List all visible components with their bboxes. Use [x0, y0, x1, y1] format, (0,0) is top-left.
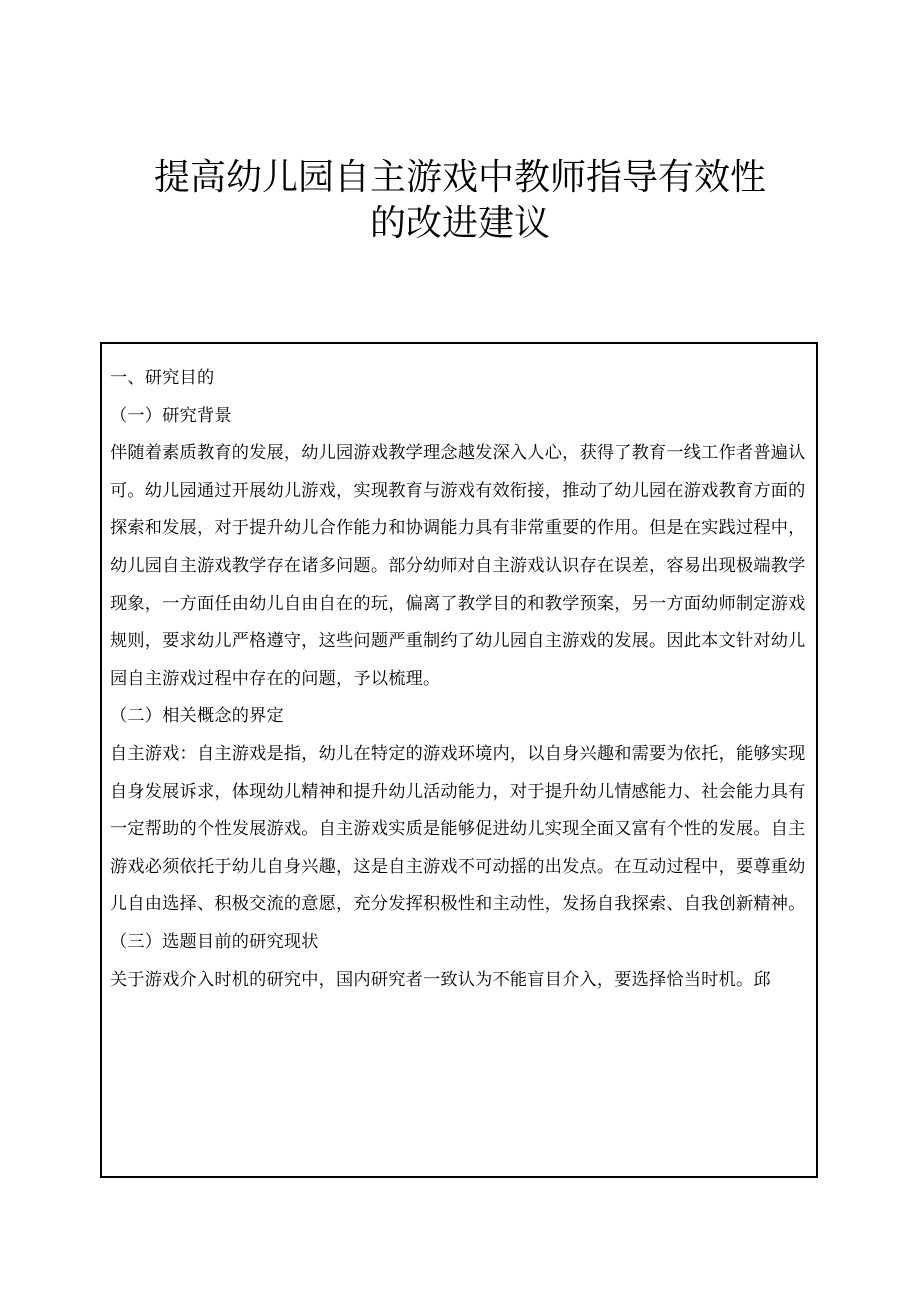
content-frame	[100, 342, 818, 1178]
document-title	[0, 155, 920, 247]
subsection-heading-background: （一）研究背景	[110, 405, 232, 426]
section-heading-research-purpose: 一、研究目的	[110, 368, 215, 388]
document-title-line-1: 提高幼儿园自主游戏中教师指导有效性	[153, 157, 766, 198]
subsection-heading-research-status: （三）选题目前的研究现状	[110, 931, 319, 952]
content-body	[110, 360, 810, 999]
paragraph-background: 伴随着素质教育的发展，幼儿园游戏教学理念越发深入人心，获得了教育一线工作者普遍认可。幼儿园通过开展幼儿游戏，实现教育与游戏有效衔接，推动了幼儿园在游戏教育方面的探索和发展，对于提升幼儿合作能力和协调能力具有非常重要的作用。但是在实践过程中，幼儿园自主游戏教学存在诸多问题。部分幼师对自主游戏认识存在误差，容易出现极端教学现象，一方面任由幼儿自由自在的玩，偏离了教学目的和教学预案，另一方面幼师制定游戏规则，要求幼儿严格遵守，这些问题严重制约了幼儿园自主游戏的发展。因此本文针对幼儿园自主游戏过程中存在的问题，予以梳理。	[110, 443, 806, 689]
paragraph-concepts: 自主游戏：自主游戏是指，幼儿在特定的游戏环境内，以自身兴趣和需要为依托，能够实现自身发展诉求，体现幼儿精神和提升幼儿活动能力，对于提升幼儿情感能力、社会能力具有一定帮助的个性发展游戏。自主游戏实质是能够促进幼儿实现全面又富有个性的发展。自主游戏必须依托于幼儿自身兴趣，这是自主游戏不可动摇的出发点。在互动过程中，要尊重幼儿自由选择、积极交流的意愿，充分发挥积极性和主动性，发扬自我探索、自我创新精神。	[110, 743, 806, 915]
paragraph-research-status: 关于游戏介入时机的研究中，国内研究者一致认为不能盲目介入，要选择恰当时机。邱	[110, 969, 771, 990]
subsection-heading-concepts: （二）相关概念的界定	[110, 706, 284, 727]
document-title-line-2: 的改进建议	[369, 203, 550, 244]
